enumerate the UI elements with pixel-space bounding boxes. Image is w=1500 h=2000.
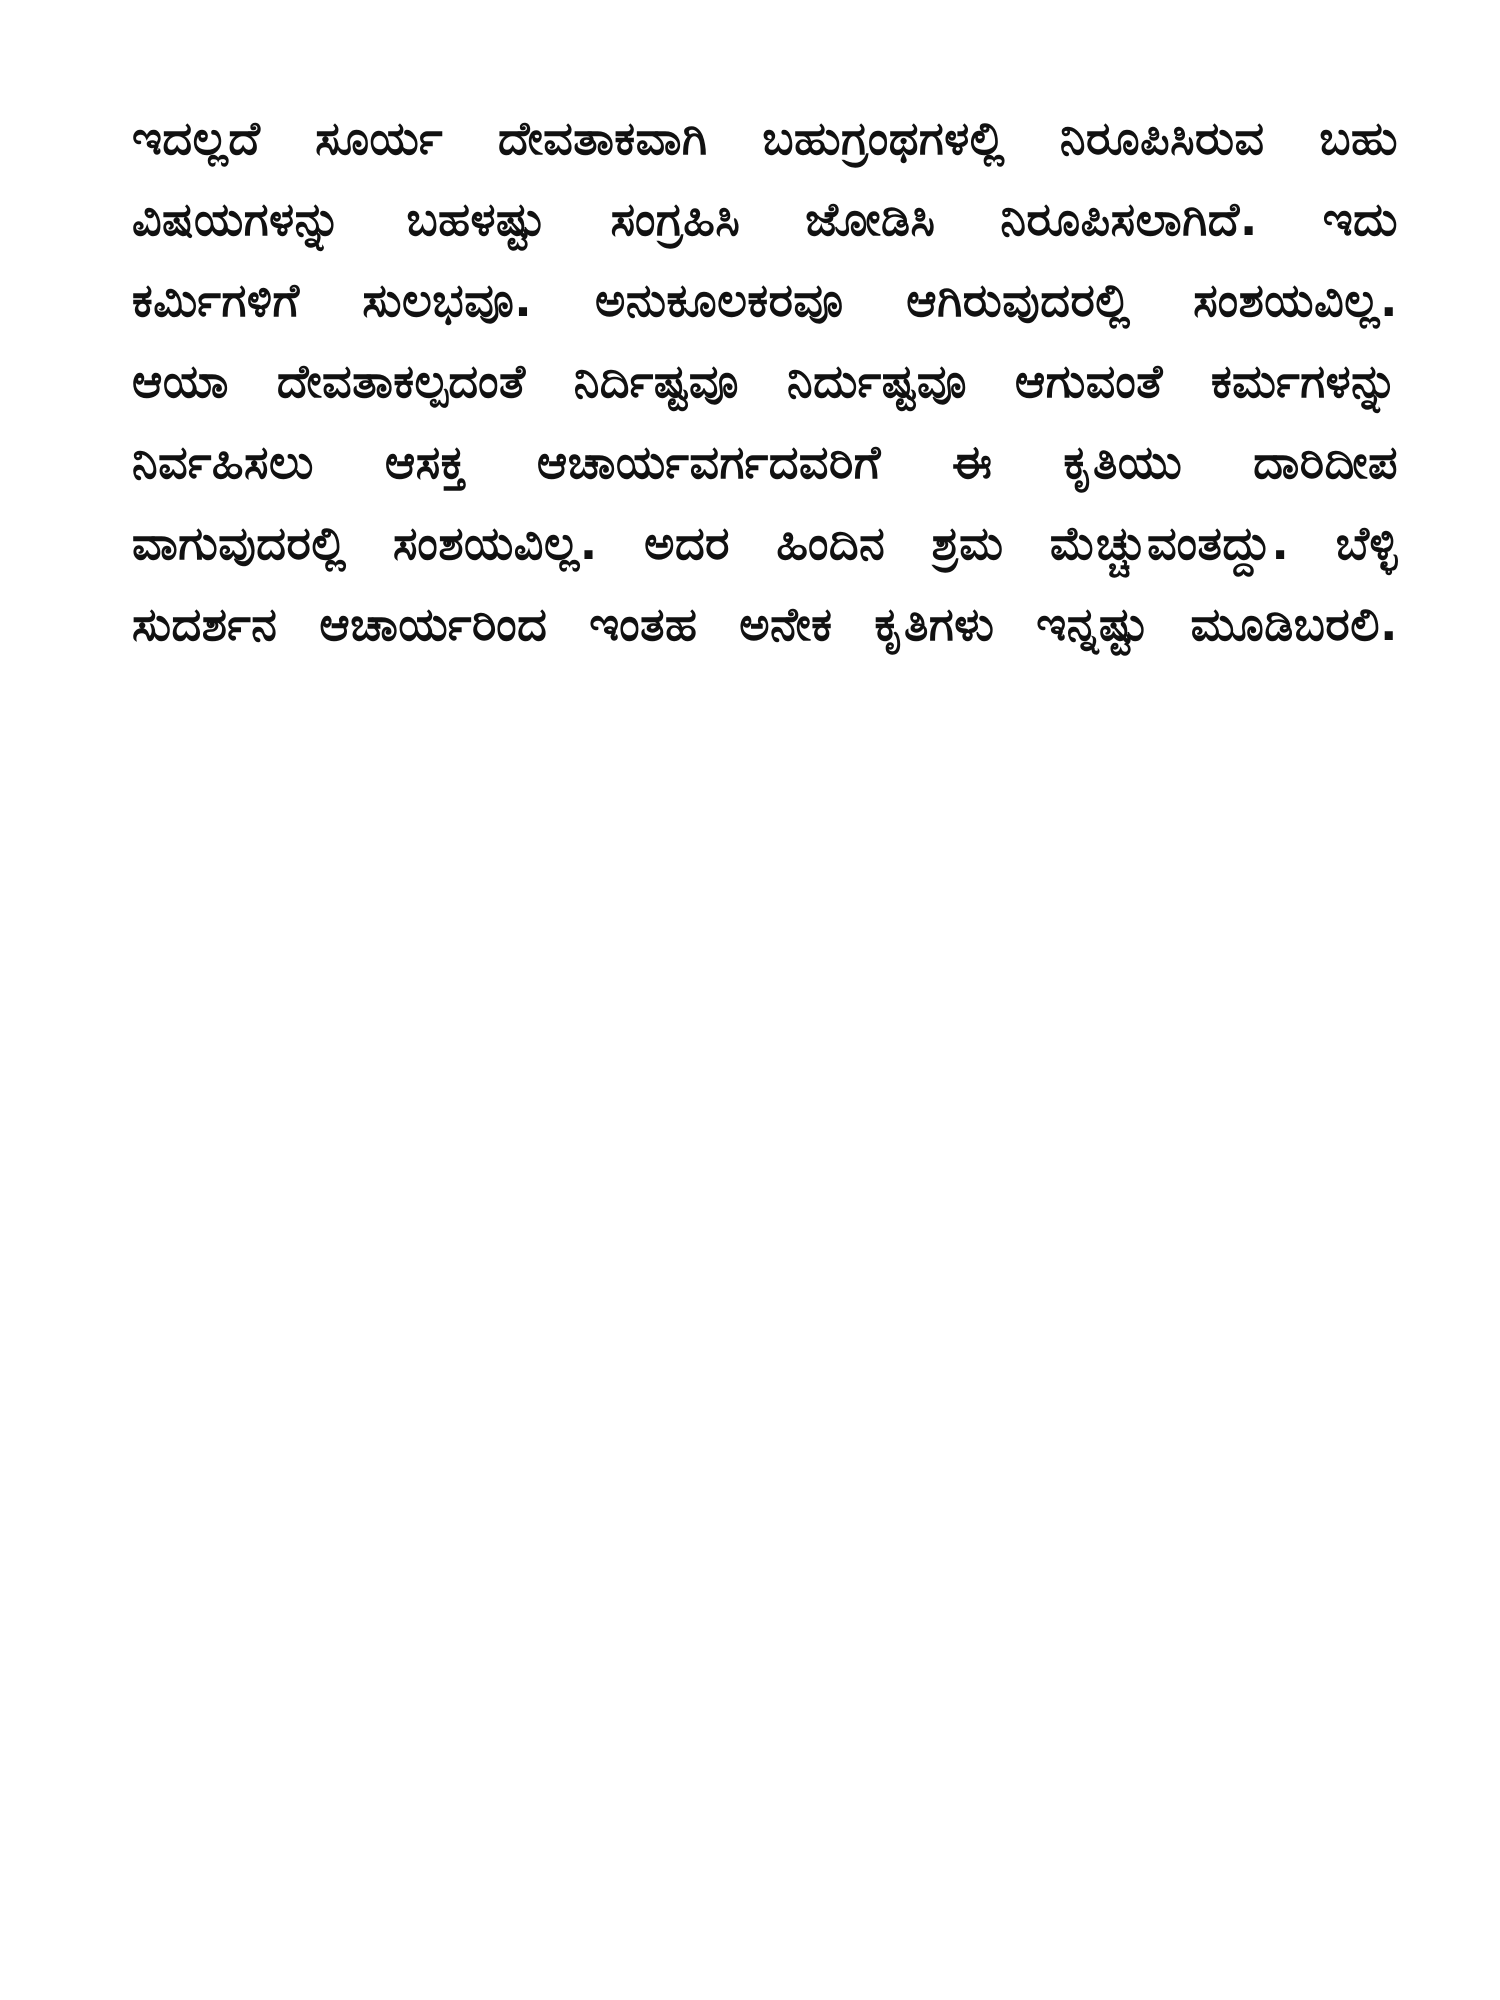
paragraph-line-5: ನಿರ್ವಹಿಸಲು ಆಸಕ್ತ ಆಚಾರ್ಯವರ್ಗದವರಿಗೆ ಈ ಕೃತಿಯು ದಾರಿದೀಪ xyxy=(132,435,1398,489)
paragraph-line-3: ಕರ್ಮಿಗಳಿಗೆ ಸುಲಭವೂ. ಅನುಕೂಲಕರವೂ ಆಗಿರುವುದರಲ್ಲಿ ಸಂಶಯವಿಲ್ಲ. xyxy=(132,273,1398,327)
paragraph-line-4: ಆಯಾ ದೇವತಾಕಲ್ಪದಂತೆ ನಿರ್ದಿಷ್ಟವೂ ನಿರ್ದುಷ್ಟವೂ ಆಗುವಂತೆ ಕರ್ಮಗಳನ್ನು xyxy=(132,354,1398,408)
paragraph-line-2: ವಿಷಯಗಳನ್ನು ಬಹಳಷ್ಟು ಸಂಗ್ರಹಿಸಿ ಜೋಡಿಸಿ ನಿರೂಪಿಸಲಾಗಿದೆ. ಇದು xyxy=(132,192,1398,246)
paragraph-line-6: ವಾಗುವುದರಲ್ಲಿ ಸಂಶಯವಿಲ್ಲ. ಅದರ ಹಿಂದಿನ ಶ್ರಮ ಮೆಚ್ಚುವಂತದ್ದು. ಬೆಳ್ಳಿ xyxy=(132,516,1398,570)
paragraph-line-7: ಸುದರ್ಶನ ಆಚಾರ್ಯರಿಂದ ಇಂತಹ ಅನೇಕ ಕೃತಿಗಳು ಇನ್ನಷ್ಟು ಮೂಡಿಬರಲಿ. xyxy=(132,597,1398,651)
body-paragraph xyxy=(132,98,1398,665)
paragraph-line-1: ಇದಲ್ಲದೆ ಸೂರ್ಯ ದೇವತಾಕವಾಗಿ ಬಹುಗ್ರಂಥಗಳಲ್ಲಿ ನಿರೂಪಿಸಿರುವ ಬಹು xyxy=(132,111,1398,165)
